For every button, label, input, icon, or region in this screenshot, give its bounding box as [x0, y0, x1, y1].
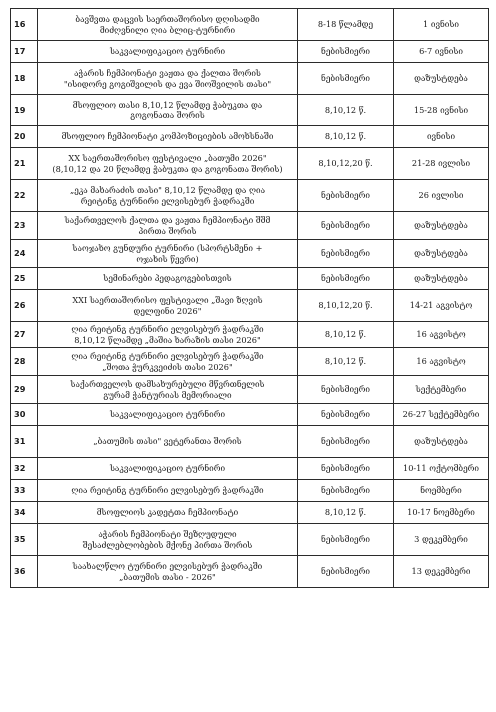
event-date: 10-17 ნოემბერი — [394, 502, 489, 524]
row-number: 29 — [11, 376, 38, 404]
row-number: 30 — [11, 404, 38, 426]
event-name — [38, 148, 298, 180]
age-group: ნებისმიერი — [298, 268, 394, 290]
row-number: 31 — [11, 426, 38, 458]
table-row — [11, 502, 489, 524]
row-number: 26 — [11, 290, 38, 322]
table-row — [11, 126, 489, 148]
table-row — [11, 268, 489, 290]
event-name — [38, 458, 298, 480]
event-name-line: საკვალიფიკაციო ტურნირი — [109, 463, 226, 474]
row-number: 28 — [11, 348, 38, 376]
table-row — [11, 148, 489, 180]
age-group: 8,10,12 წ. — [298, 502, 394, 524]
event-date: 15-28 ივნისი — [394, 95, 489, 126]
age-group: ნებისმიერი — [298, 556, 394, 588]
age-group: ნებისმიერი — [298, 426, 394, 458]
row-number: 35 — [11, 524, 38, 556]
table-row — [11, 95, 489, 126]
event-date: 1 ივნისი — [394, 9, 489, 41]
event-name-line: გურამ ჭანტურიას მემორიალი — [103, 389, 232, 400]
event-name-line: აჭარის ჩემპიონატი შეზღუდული — [98, 529, 237, 539]
age-group: ნებისმიერი — [298, 180, 394, 212]
event-name — [38, 268, 298, 290]
age-group: ნებისმიერი — [298, 41, 394, 63]
schedule-table — [10, 8, 489, 588]
event-date: 14-21 აგვისტო — [394, 290, 489, 322]
event-name — [38, 240, 298, 268]
row-number: 19 — [11, 95, 38, 126]
age-group: 8,10,12 წ. — [298, 322, 394, 348]
event-name-line: XX საერთაშორისო ფესტივალი „ბათუმი 2026" — [68, 153, 267, 163]
event-name-line: მსოფლიო თასი 8,10,12 წლამდე ჭაბუკთა და — [72, 99, 263, 110]
row-number: 33 — [11, 480, 38, 502]
age-group: 8-18 წლამდე — [298, 9, 394, 41]
event-name-line: „შოთა ჭურკვეიძის თასი 2026" — [102, 361, 233, 372]
age-group: 8,10,12,20 წ. — [298, 148, 394, 180]
event-name-line: საქართველოს დამსახურებული მწვრთნელის — [70, 379, 265, 389]
table-row — [11, 480, 489, 502]
age-group: ნებისმიერი — [298, 240, 394, 268]
event-name-line: საქართველოს ქალთა და ვაჟთა ჩემპიონატი შშმ — [64, 215, 271, 225]
event-date: დაზუსტდება — [394, 63, 489, 95]
event-date: 13 დეკემბერი — [394, 556, 489, 588]
row-number: 18 — [11, 63, 38, 95]
event-name — [38, 95, 298, 126]
age-group: 8,10,12,20 წ. — [298, 290, 394, 322]
table-row — [11, 63, 489, 95]
row-number: 16 — [11, 9, 38, 41]
table-row — [11, 41, 489, 63]
table-row — [11, 458, 489, 480]
event-name-line: (8,10,12 და 20 წლამდე ჭაბუკთა და გოგონათა შორის) — [52, 163, 283, 174]
event-date: დაზუსტდება — [394, 268, 489, 290]
event-name-line: აჭარის ჩემპიონატი ვაჟთა და ქალთა შორის — [74, 68, 261, 78]
age-group: ნებისმიერი — [298, 376, 394, 404]
event-date: ნოემბერი — [394, 480, 489, 502]
event-name — [38, 41, 298, 63]
row-number: 32 — [11, 458, 38, 480]
table-row — [11, 524, 489, 556]
age-group: ნებისმიერი — [298, 480, 394, 502]
row-number: 27 — [11, 322, 38, 348]
event-name-line: პირთა შორის — [138, 225, 197, 236]
table-row — [11, 290, 489, 322]
event-name-line: ღია რეიტინგ ტურნირი ელვისებურ ჭადრაკში — [71, 351, 264, 361]
event-date: 16 აგვისტო — [394, 322, 489, 348]
event-name — [38, 9, 298, 41]
row-number: 24 — [11, 240, 38, 268]
row-number: 22 — [11, 180, 38, 212]
event-date: 6-7 ივნისი — [394, 41, 489, 63]
event-name — [38, 524, 298, 556]
event-name-line: „ბათუმის თასი" ვეტერანთა შორის — [93, 436, 242, 447]
event-date: ივნისი — [394, 126, 489, 148]
event-name-line: გოგონათა შორის — [130, 110, 205, 120]
table-row — [11, 9, 489, 41]
event-name-line: „ბათუმის თასი - 2026" — [119, 571, 216, 582]
table-row — [11, 322, 489, 348]
event-name-line: მსოფლიო ჩემპიონატი კომპოზიციების ამოხსნაში — [61, 131, 274, 142]
event-name — [38, 502, 298, 524]
event-name — [38, 404, 298, 426]
event-name — [38, 426, 298, 458]
age-group: ნებისმიერი — [298, 212, 394, 240]
age-group: 8,10,12 წ. — [298, 126, 394, 148]
event-name-line: საახალწლო ტურნირი ელვისებურ ჭადრაკში — [72, 561, 263, 571]
age-group: ნებისმიერი — [298, 404, 394, 426]
event-name-line: XXI საერთაშორისო ფესტივალი „შავი ზღვის — [72, 295, 263, 305]
event-name — [38, 63, 298, 95]
event-date: 26 ივლისი — [394, 180, 489, 212]
event-name — [38, 126, 298, 148]
event-name-line: ღია რეიტინგ ტურნირი ელვისებურ ჭადრაკში — [71, 485, 264, 496]
age-group: ნებისმიერი — [298, 524, 394, 556]
age-group: ნებისმიერი — [298, 63, 394, 95]
age-group: ნებისმიერი — [298, 458, 394, 480]
row-number: 23 — [11, 212, 38, 240]
event-date: 3 დეკემბერი — [394, 524, 489, 556]
event-name-line: ღია რეიტინგ ტურნირი ელვისებურ ჭადრაკში — [71, 324, 264, 334]
event-name — [38, 290, 298, 322]
event-name-line: რეიტინგ ტურნირი ელვისებურ ჭადრაკში — [80, 195, 255, 206]
event-name-line: „ეკა მახარაძის თასი" 8,10,12 წლამდე და ღია — [70, 185, 265, 195]
schedule-rows — [11, 9, 489, 588]
event-name — [38, 180, 298, 212]
table-row — [11, 556, 489, 588]
table-row — [11, 426, 489, 458]
row-number: 25 — [11, 268, 38, 290]
event-name-line: მსოფლიოს კადეტთა ჩემპიონატი — [96, 507, 239, 518]
event-date: დაზუსტდება — [394, 212, 489, 240]
event-name-line: დელფინი 2026" — [133, 305, 202, 316]
event-name — [38, 480, 298, 502]
event-name-line: საოჯახო გუნდური ტურნირი (სპორტსმენი + — [72, 243, 263, 253]
row-number: 21 — [11, 148, 38, 180]
event-name — [38, 322, 298, 348]
table-row — [11, 348, 489, 376]
event-date: 21-28 ივლისი — [394, 148, 489, 180]
age-group: 8,10,12 წ. — [298, 348, 394, 376]
event-date: დაზუსტდება — [394, 426, 489, 458]
event-name-line: 8,10,12 წლამდე „მაშია ხარაზის თასი 2026" — [74, 334, 261, 345]
event-name-line: შესაძლებლობების მქონე პირთა შორის — [82, 539, 253, 550]
event-name-line: "ისიდორე გოგიშვილის და ევა შიოშვილის თასი" — [63, 78, 272, 89]
event-date: 10-11 ოქტომბერი — [394, 458, 489, 480]
event-name-line: ოჯახის წევრი) — [136, 253, 199, 264]
event-date: 16 აგვისტო — [394, 348, 489, 376]
table-row — [11, 180, 489, 212]
table-row — [11, 212, 489, 240]
event-name — [38, 376, 298, 404]
event-date: 26-27 სექტემბერი — [394, 404, 489, 426]
table-row — [11, 240, 489, 268]
event-name-line: მიძღვნილი ღია ბლიც-ტურნირი — [99, 24, 236, 35]
event-name-line: სემინარები პედაგოგებისთვის — [103, 273, 232, 284]
table-row — [11, 404, 489, 426]
event-name — [38, 556, 298, 588]
event-name-line: საკვალიფიკაციო ტურნირი — [109, 409, 226, 420]
row-number: 17 — [11, 41, 38, 63]
row-number: 36 — [11, 556, 38, 588]
age-group: 8,10,12 წ. — [298, 95, 394, 126]
event-name-line: ბავშვთა დაცვის საერთაშორისო დღისადმი — [75, 14, 260, 24]
event-date: დაზუსტდება — [394, 240, 489, 268]
row-number: 20 — [11, 126, 38, 148]
event-date: სექტემბერი — [394, 376, 489, 404]
table-row — [11, 376, 489, 404]
event-name — [38, 212, 298, 240]
row-number: 34 — [11, 502, 38, 524]
event-name-line: საკვალიფიკაციო ტურნირი — [109, 46, 226, 57]
event-name — [38, 348, 298, 376]
